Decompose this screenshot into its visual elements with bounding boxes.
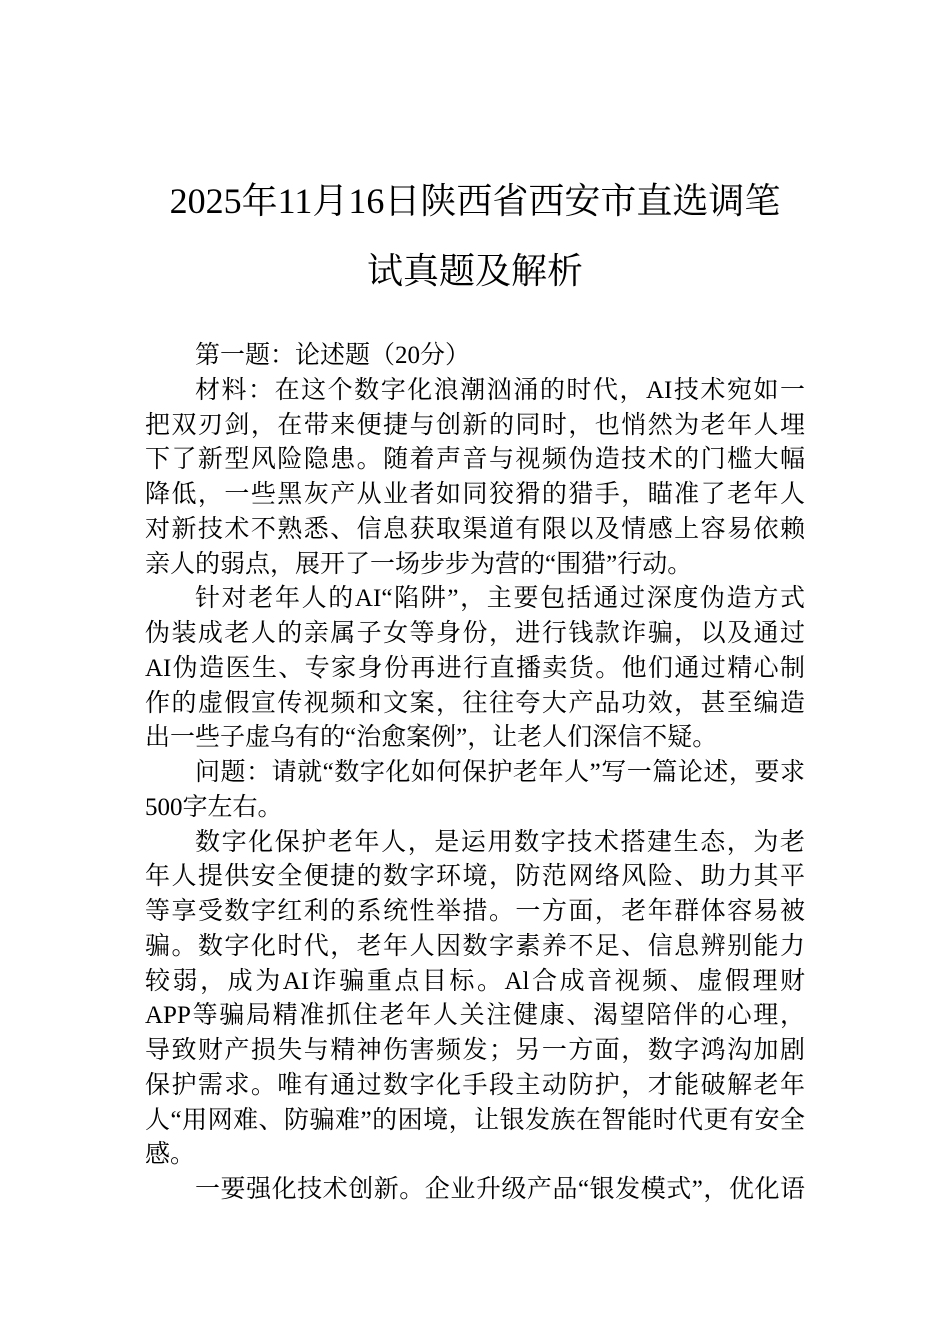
paragraph bbox=[145, 756, 805, 826]
text-line: 降低，一些黑灰产从业者如同狡猾的猎手，瞄准了老年人 bbox=[145, 481, 805, 508]
text-line: 下了新型风险隐患。随着声音与视频伪造技术的门槛大幅 bbox=[145, 446, 805, 474]
text-line: 骗。数字化时代，老年人因数字素养不足、信息辨别能力 bbox=[145, 932, 805, 960]
text-line: 等享受数字红利的系统性举措。一方面，老年群体容易被 bbox=[145, 898, 805, 925]
paragraph bbox=[145, 374, 805, 583]
text-line: AI伪造医生、专家身份再进行直播卖货。他们通过精心制 bbox=[145, 654, 805, 682]
text-line: 问题：请就“数字化如何保护老年人”写一篇论述，要求 bbox=[195, 759, 805, 786]
text-line: 把双刃剑，在带来便捷与创新的同时，也悄然为老年人埋 bbox=[145, 411, 805, 439]
text-line: 材料：在这个数字化浪潮汹涌的时代，AI技术宛如一 bbox=[195, 376, 805, 404]
text-line: 针对老年人的AI“陷阱”，主要包括通过深度伪造方式 bbox=[195, 585, 805, 613]
document-title-line-1: 2025年11月16日陕西省西安市直选调笔 bbox=[169, 181, 781, 221]
text-line: 保护需求。唯有通过数字化手段主动防护，才能破解老年 bbox=[145, 1071, 805, 1099]
document-title-line-2: 试真题及解析 bbox=[366, 251, 583, 291]
paragraph bbox=[145, 1173, 805, 1208]
text-line: 对新技术不熟悉、信息获取渠道有限以及情感上容易依赖 bbox=[145, 515, 805, 543]
text-line: APP等骗局精准抓住老年人关注健康、渴望陪伴的心理， bbox=[145, 1002, 805, 1030]
paragraph bbox=[145, 339, 805, 374]
paragraph bbox=[145, 582, 805, 756]
text-line: 感。 bbox=[145, 1141, 196, 1169]
paragraph bbox=[145, 826, 805, 1174]
text-line: 数字化保护老年人，是运用数字技术搭建生态，为老 bbox=[195, 828, 805, 856]
text-line: 年人提供安全便捷的数字环境，防范网络风险、助力其平 bbox=[145, 863, 805, 891]
text-line: 一要强化技术创新。企业升级产品“银发模式”，优化语 bbox=[195, 1176, 805, 1203]
text-line: 人“用网难、防骗难”的困境，让银发族在智能时代更有安全 bbox=[145, 1106, 805, 1134]
text-line: 伪装成老人的亲属子女等身份，进行钱款诈骗，以及通过 bbox=[145, 620, 805, 647]
text-line: 出一些子虚乌有的“治愈案例”，让老人们深信不疑。 bbox=[145, 724, 718, 752]
text-line: 亲人的弱点，展开了一场步步为营的“围猎”行动。 bbox=[145, 550, 693, 578]
text-line: 较弱，成为AI诈骗重点目标。Al合成音视频、虚假理财 bbox=[145, 967, 805, 995]
document-body bbox=[145, 339, 805, 1208]
text-line: 第一题：论述题（20分） bbox=[195, 342, 471, 369]
text-line: 导致财产损失与精神伤害频发；另一方面，数字鸿沟加剧 bbox=[145, 1037, 805, 1064]
text-line: 作的虚假宣传视频和文案，往往夸大产品功效，甚至编造 bbox=[145, 689, 805, 717]
text-line: 500字左右。 bbox=[145, 793, 283, 821]
